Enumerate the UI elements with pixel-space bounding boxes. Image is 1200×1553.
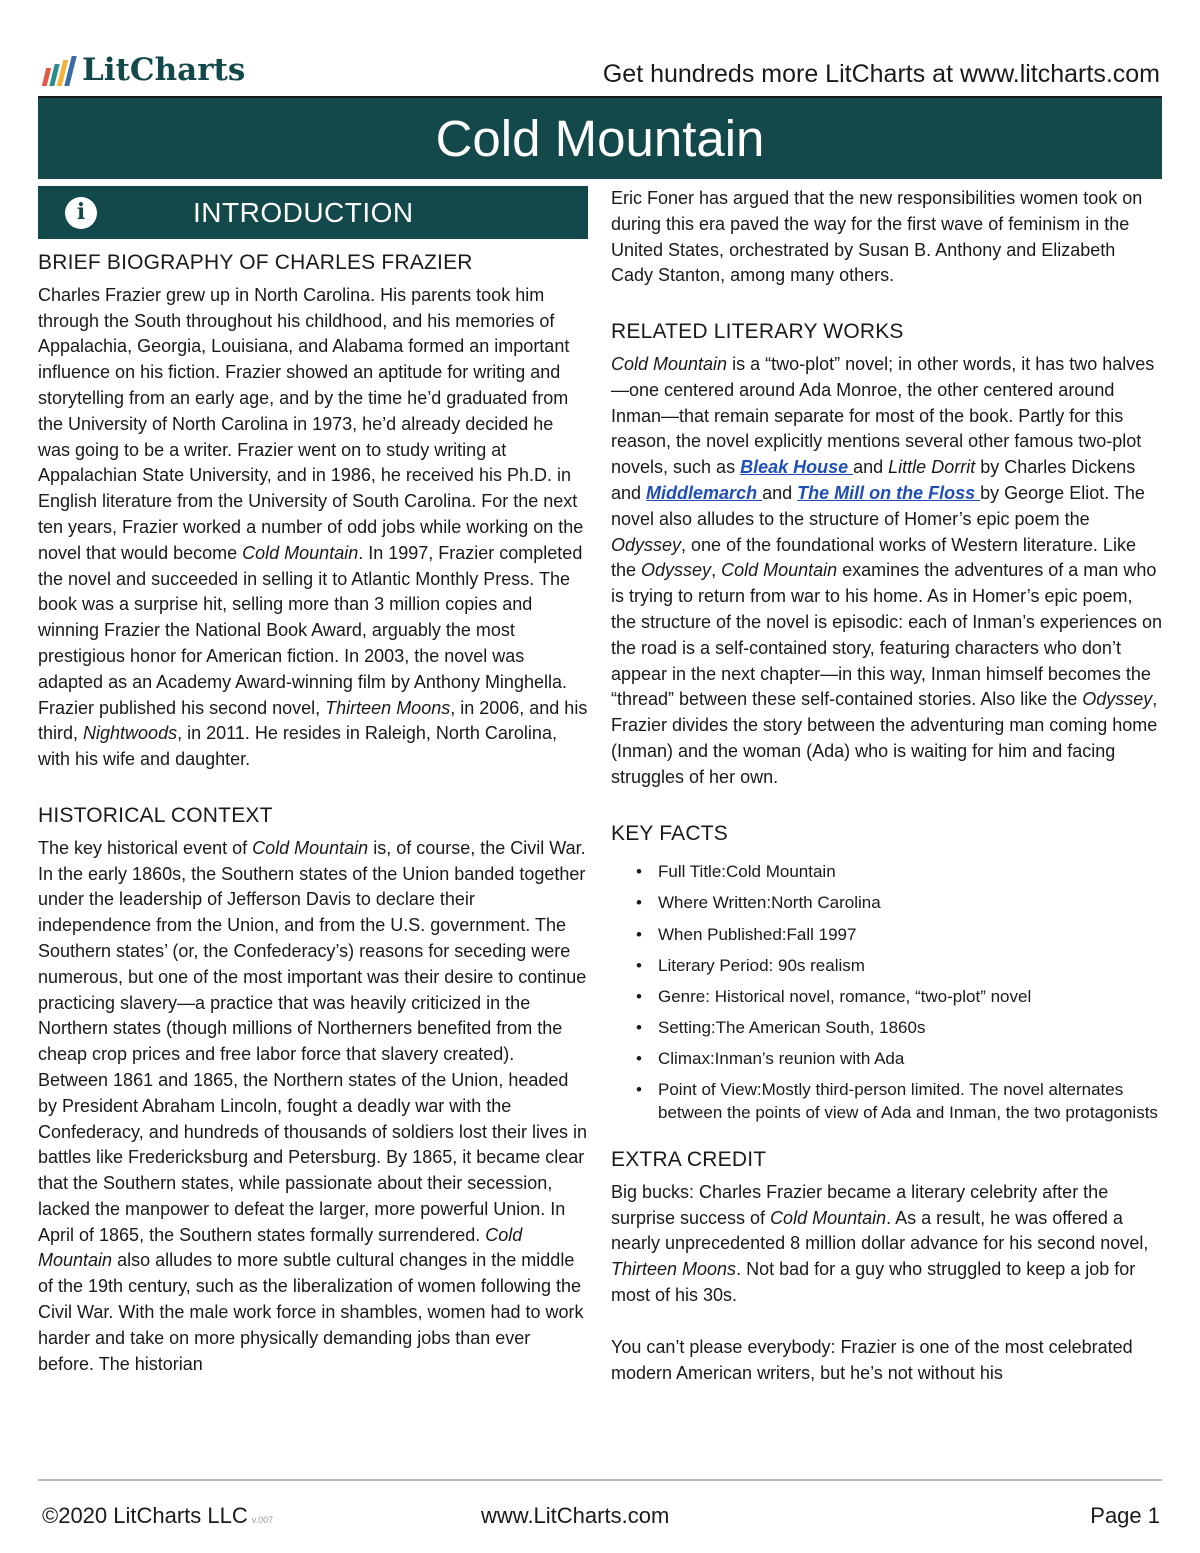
extra-credit-heading: EXTRA CREDIT (611, 1147, 767, 1171)
text-run: examines the adventures of a man who is trying to return from war to his home. As in Homer’s epic poem, the structure of the novel is episodic: each of Inman’s experiences on the road is a self-contained story, featuring characters who don’t appear in the next chapter—in this way, Inman himself becomes the “thread” between these self-contained stories. Also like the (611, 560, 1162, 710)
middlemarch-link[interactable]: Middlemarch (646, 482, 763, 503)
page-title: Cold Mountain (435, 110, 765, 167)
italic-title: Cold Mountain (611, 353, 728, 374)
fact-value: North Carolina (771, 893, 881, 913)
text-run: and (762, 482, 798, 503)
text-run: . Not bad for a guy who struggled to keep a job for most of his 30s. (611, 1259, 1136, 1305)
fact-label: Genre: (658, 986, 710, 1006)
italic-title: Little Dorrit (888, 457, 976, 478)
extra-credit-text-2 (611, 1335, 1162, 1387)
copyright (42, 1503, 273, 1529)
italic-title: Cold Mountain (38, 1224, 523, 1271)
page-footer (38, 1503, 1162, 1537)
extra-credit-text-1 (611, 1180, 1162, 1309)
fact-label: Setting: (658, 1017, 716, 1037)
title-bar (38, 98, 1162, 179)
text-run: , Frazier divides the story between the adventuring man coming home (Inman) and the woman (Ada) who is waiting for him and facing struggles of her own. (611, 689, 1158, 787)
text-run: is a “two-plot” novel; in other words, it has two halves—one centered around Ada Monroe, the other centered around Inman—that remain separate for most of the book. Partly for this reason, the novel explicitly mentions several other famous two-plot novels, such as (611, 353, 1155, 478)
fact-label: Climax: (658, 1048, 715, 1068)
italic-title: Cold Mountain (721, 560, 838, 581)
fact-value: The American South, 1860s (715, 1017, 926, 1037)
text-run: , (711, 560, 722, 581)
key-fact-item (611, 1078, 1162, 1125)
text-run: is, of course, the Civil War. In the early 1860s, the Southern states of the Union banded together under the leadership of Jefferson Davis to declare their independence from the Union, and from the U.S. government. The Southern states’ (or, the Confederacy’s) reasons for seceding were numerous, but one of the most important was their desire to continue practicing slavery—a practice that was heavily criticized in the Northern states (though millions of Northerners benefited from the cheap crop prices and free labor force that slavery created). Between 1861 and 1865, the Northern states of the Union, headed by President Abraham Lincoln, fought a deadly war with the Confederacy, and hundreds of thousands of soldiers lost their lives in battles like Fredericksburg and Petersburg. By 1865, it became clear that the Southern states, while passionate about their secession, lacked the manpower to defeat the larger, more powerful Union. In April of 1865, the Southern states formally surrendered. (38, 837, 587, 1245)
key-fact-item (611, 860, 1162, 884)
text-run: by George Eliot. The novel also alludes to the structure of Homer’s epic poem the (611, 482, 1145, 529)
page-number: Page 1 (1090, 1503, 1160, 1528)
fact-label: When Published: (658, 924, 787, 944)
text-run: . In 1997, Frazier completed the novel and succeeded in selling it to Atlantic Monthly Press. The book was a surprise hit, selling more than 3 million copies and winning Frazier the National Book Award, arguably the most prestigious honor for American fiction. In 2003, the novel was adapted as an Academy Award-winning film by Anthony Minghella. Frazier published his second novel, (38, 542, 583, 718)
footer-rule (38, 1479, 1162, 1481)
copyright-text: ©2020 LitCharts LLC (42, 1503, 248, 1528)
italic-title: Odyssey (1082, 689, 1153, 710)
fact-value: Historical novel, romance, “two-plot” novel (709, 986, 1032, 1006)
info-icon: i (65, 197, 97, 229)
introduction-section-bar (38, 186, 588, 239)
text-run: also alludes to more subtle cultural changes in the middle of the 19th century, such as the liberalization of women following the Civil War. With the male work force in shambles, women had to work harder and take on more physically demanding jobs than ever before. The historian (38, 1250, 584, 1374)
italic-title: Thirteen Moons (611, 1259, 737, 1280)
key-fact-item (611, 985, 1162, 1009)
text-run: , in 2006, and his third, (38, 697, 588, 744)
key-fact-item (611, 1047, 1162, 1071)
historical-context-continued: Eric Foner has argued that the new responsibilities women took on during this era paved the way for the first wave of feminism in the United States, orchestrated by Susan B. Anthony and Elizabeth Cady Stanton, among many others. (611, 188, 1143, 286)
promo-text: Get hundreds more LitCharts at www.litcharts.com (602, 60, 1160, 88)
bleak-house-link[interactable]: Bleak House (740, 457, 854, 478)
fact-label: Where Written: (658, 893, 772, 913)
fact-value: Fall 1997 (786, 924, 857, 944)
biography-heading: BRIEF BIOGRAPHY OF CHARLES FRAZIER (38, 251, 473, 274)
left-column (38, 186, 588, 1377)
key-fact-item (611, 891, 1162, 915)
historical-context-heading: HISTORICAL CONTEXT (38, 803, 273, 827)
italic-title: Odyssey (641, 560, 712, 581)
text-run: , in 2011. He resides in Raleigh, North Carolina, with his wife and daughter. (38, 723, 557, 770)
key-fact-item (611, 1016, 1162, 1040)
italic-title: Odyssey (611, 534, 682, 555)
fact-label: Full Title: (658, 862, 727, 882)
historical-context-text (38, 836, 588, 1378)
related-works-heading: RELATED LITERARY WORKS (611, 320, 904, 344)
text-run: and (853, 457, 889, 478)
litcharts-logo[interactable] (44, 54, 245, 86)
fact-value: Mostly third-person limited. The novel alternates between the points of view of Ada and Inman, the two protagonists (658, 1079, 1158, 1123)
key-facts-heading: KEY FACTS (611, 821, 728, 845)
key-fact-item (611, 923, 1162, 947)
fact-label: Literary Period: (658, 955, 774, 975)
footer-site-link[interactable]: www.LitCharts.com (481, 1503, 670, 1528)
fact-label: Point of View: (658, 1079, 762, 1099)
related-works-text (611, 352, 1162, 791)
text-run: by Charles Dickens and (611, 457, 1136, 503)
key-fact-item (611, 954, 1162, 978)
fact-value: Cold Mountain (726, 862, 836, 882)
text-run: Frazier is one of the most celebrated modern American writers, but he’s not without his (611, 1336, 1133, 1383)
text-run: . As a result, he was offered a nearly unprecedented 8 million dollar advance for his second novel, (611, 1207, 1149, 1254)
italic-title: Cold Mountain (242, 542, 359, 563)
right-column (611, 186, 1162, 1386)
page-header (38, 50, 1162, 96)
paragraph-label: Big bucks: (611, 1181, 695, 1202)
biography-text (38, 283, 588, 773)
key-facts-list (611, 860, 1162, 1125)
text-run: The key historical event of (38, 837, 253, 858)
text-run: , one of the foundational works of Western literature. Like the (611, 534, 1136, 581)
fact-value: 90s realism (773, 955, 865, 975)
paragraph-label: You can’t please everybody: (611, 1336, 836, 1357)
logo-text: LitCharts (82, 52, 246, 88)
fact-value: Inman’s reunion with Ada (714, 1048, 905, 1068)
text-run: Charles Frazier became a literary celebrity after the surprise success of (611, 1181, 1109, 1228)
italic-title: Thirteen Moons (325, 697, 451, 718)
section-label: INTRODUCTION (193, 196, 414, 228)
logo-bars-icon (44, 56, 76, 86)
italic-title: Cold Mountain (252, 837, 369, 858)
italic-title: Nightwoods (83, 723, 178, 744)
italic-title: Cold Mountain (770, 1207, 887, 1228)
text-run: Charles Frazier grew up in North Carolina. His parents took him through the South throughout his childhood, and his memories of Appalachia, Georgia, Louisiana, and Alabama formed an important influence on his fiction. Frazier showed an aptitude for writing and storytelling from an early age, and by the time he’d graduated from the University of North Carolina in 1973, he’d already decided he was going to be a writer. Frazier went on to study writing at Appalachian State University, and in 1986, he received his Ph.D. in English literature from the University of South Carolina. For the next ten years, Frazier worked a number of odd jobs while working on the novel that would become (38, 284, 584, 563)
mill-on-the-floss-link[interactable]: The Mill on the Floss (797, 482, 981, 503)
version-label: v.007 (251, 1515, 274, 1525)
